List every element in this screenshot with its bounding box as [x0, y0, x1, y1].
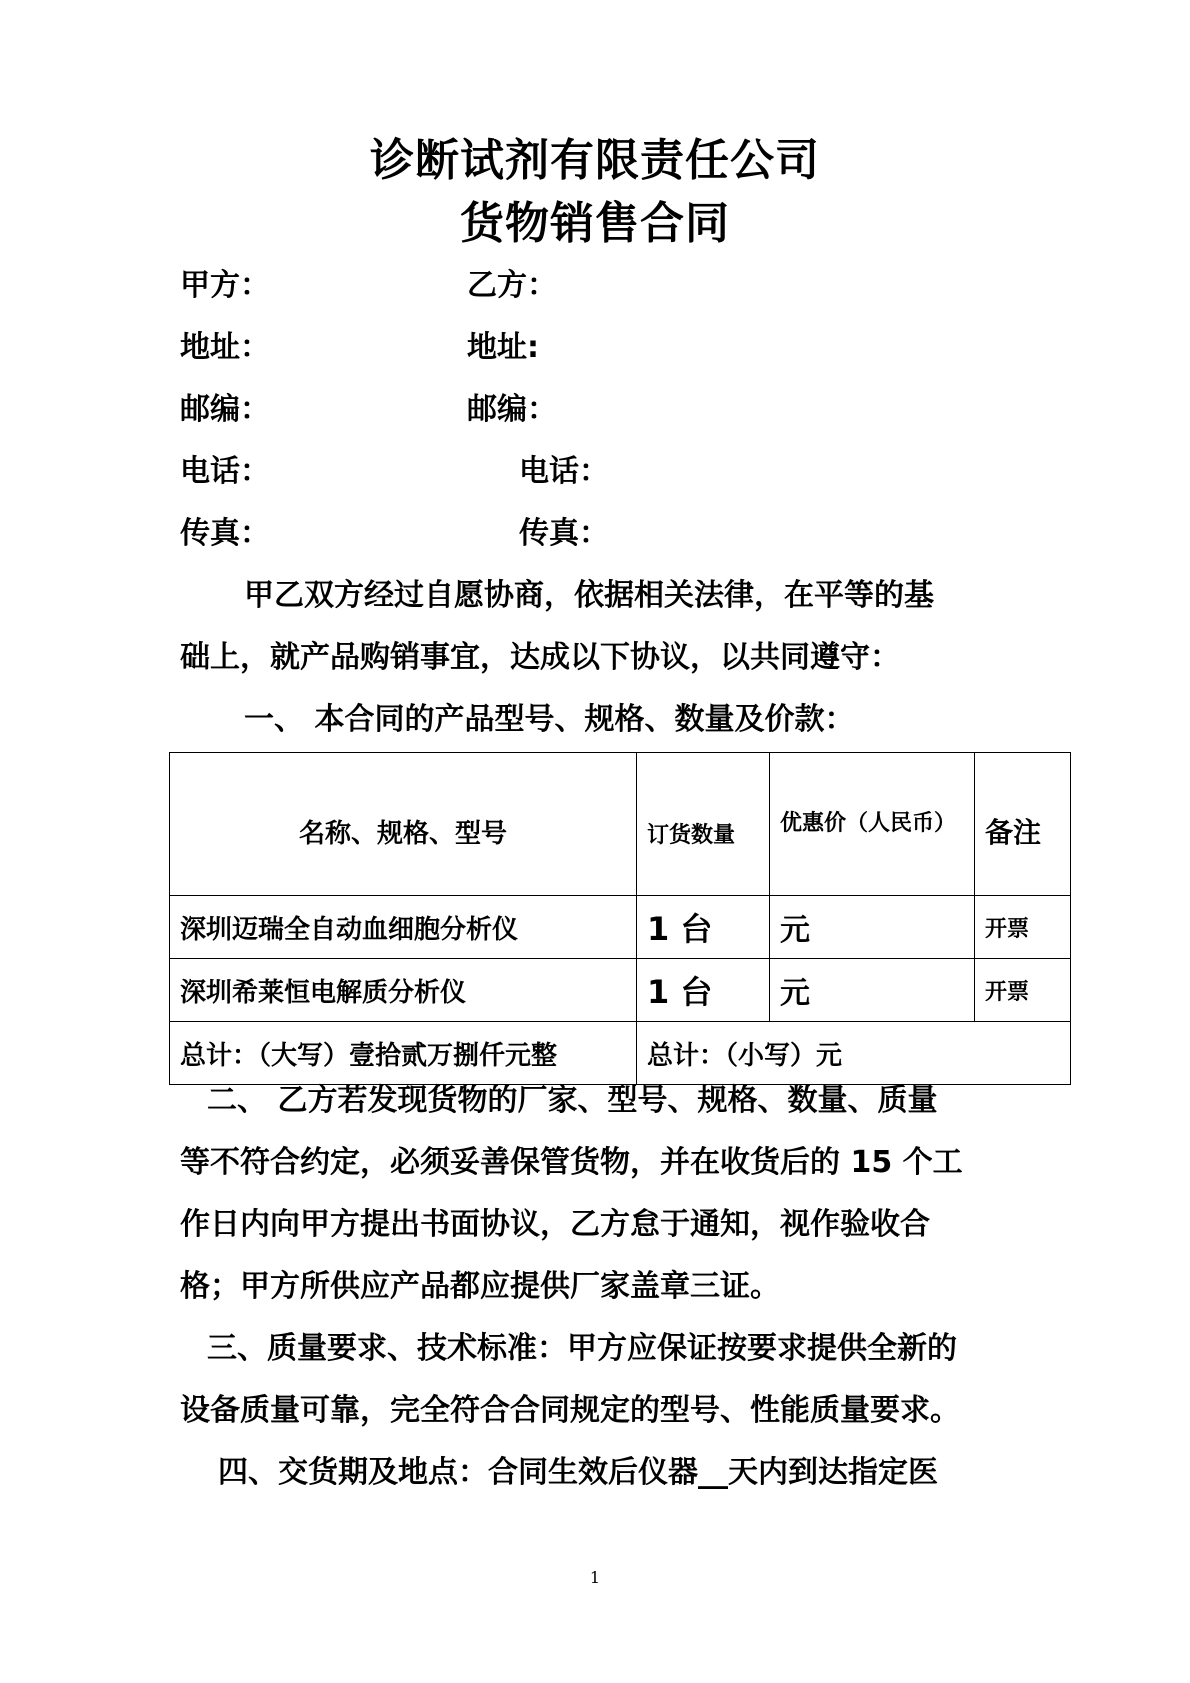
party-b-fax-label: 传真： [519, 516, 609, 551]
section-1-heading: 一、 本合同的产品型号、规格、数量及价款： [244, 702, 855, 737]
note-cell: 开票 [975, 959, 1071, 1022]
table-header-row [170, 753, 1071, 896]
section-2-line-4: 格；甲方所供应产品都应提供厂家盖章三证。 [180, 1269, 780, 1304]
header-name: 名称、规格、型号 [170, 753, 637, 896]
price-cell: 元 [770, 959, 975, 1022]
contract-title: 货物销售合同 [460, 198, 730, 249]
quantity-cell: 1 台 [637, 896, 770, 959]
section-2-line-1: 二、 乙方若发现货物的厂家、型号、规格、数量、质量 [207, 1083, 938, 1118]
party-b-address-label: 地址: [467, 330, 539, 365]
quantity-cell: 1 台 [637, 959, 770, 1022]
price-cell: 元 [770, 896, 975, 959]
section-4-line-1: 四、交货期及地点：合同生效后仪器__天内到达指定医 [218, 1455, 938, 1490]
total-lower-cell: 总计：（小写）元 [637, 1022, 1071, 1085]
party-a-postcode-label: 邮编： [180, 392, 270, 427]
party-b-phone-label: 电话： [519, 454, 609, 489]
product-table [169, 752, 1071, 1085]
total-upper-cell: 总计：（大写）壹拾贰万捌仟元整 [170, 1022, 637, 1085]
table-row [170, 896, 1071, 959]
product-name-cell: 深圳迈瑞全自动血细胞分析仪 [170, 896, 637, 959]
party-b-name-label: 乙方： [467, 268, 557, 303]
header-quantity: 订货数量 [637, 753, 770, 896]
party-a-name-label: 甲方： [180, 268, 270, 303]
section-3-line-1: 三、质量要求、技术标准：甲方应保证按要求提供全新的 [207, 1331, 957, 1366]
intro-line-1: 甲乙双方经过自愿协商，依据相关法律，在平等的基 [244, 578, 934, 613]
section-3-line-2: 设备质量可靠，完全符合合同规定的型号、性能质量要求。 [180, 1393, 960, 1428]
party-a-fax-label: 传真： [180, 516, 270, 551]
product-name-cell: 深圳希莱恒电解质分析仪 [170, 959, 637, 1022]
header-price: 优惠价（人民币） [770, 753, 975, 896]
party-a-address-label: 地址： [180, 330, 270, 365]
intro-line-2: 础上，就产品购销事宜，达成以下协议，以共同遵守： [180, 640, 900, 675]
section-2-line-2: 等不符合约定，必须妥善保管货物，并在收货后的 15 个工 [180, 1145, 963, 1180]
note-cell: 开票 [975, 896, 1071, 959]
header-note: 备注 [975, 753, 1071, 896]
party-a-phone-label: 电话： [180, 454, 270, 489]
section-2-line-3: 作日内向甲方提出书面协议，乙方怠于通知，视作验收合 [180, 1207, 930, 1242]
company-title: 诊断试剂有限责任公司 [370, 135, 820, 186]
party-b-postcode-label: 邮编： [467, 392, 557, 427]
page-number: 1 [589, 1568, 601, 1587]
table-row [170, 959, 1071, 1022]
